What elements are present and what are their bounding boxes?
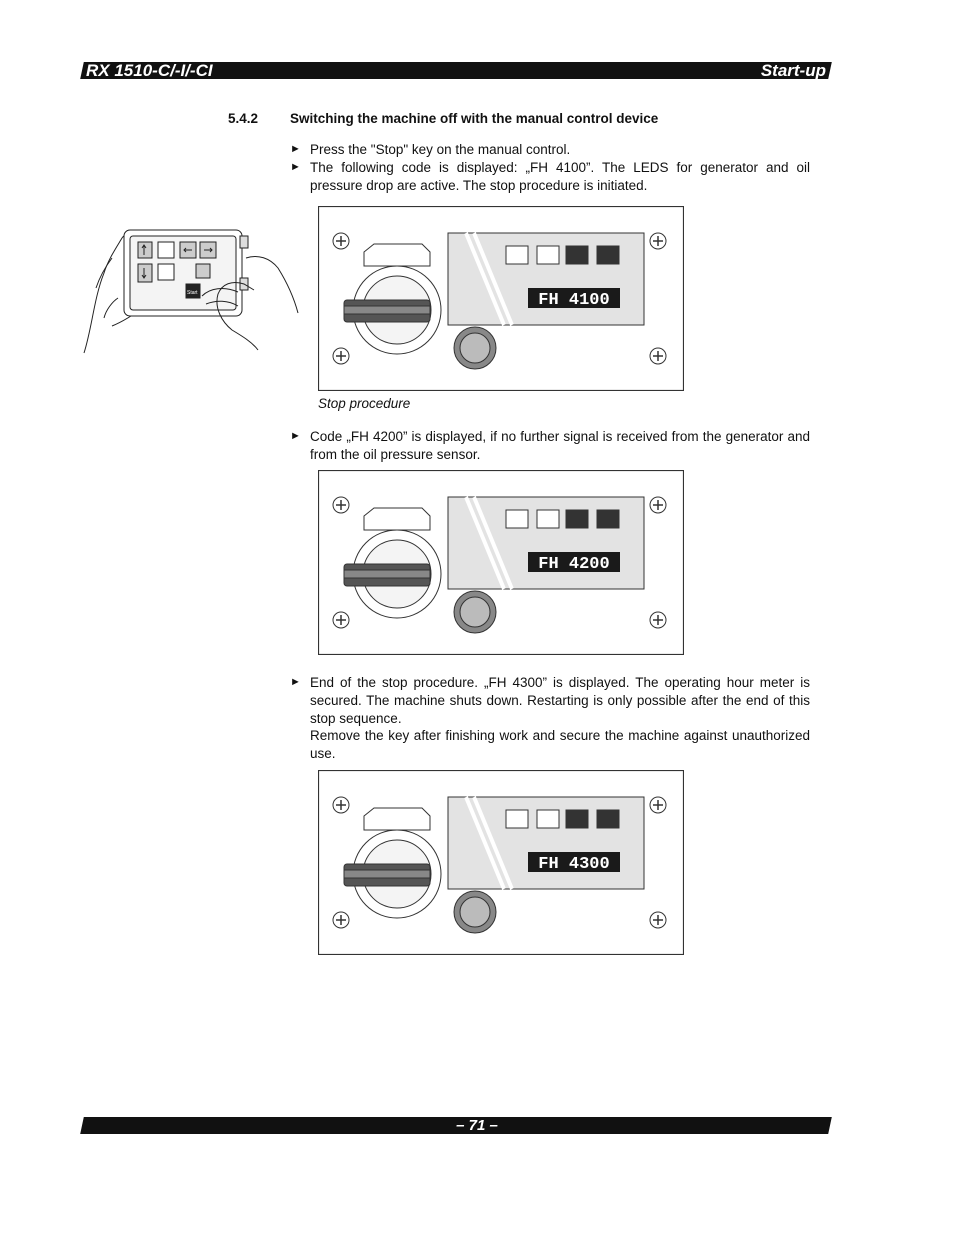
display-readout: FH 4200	[538, 555, 610, 574]
bullet-text: The following code is displayed: „FH 4100”. The LEDS for generator and oil pressure drop are active. The stop procedure is initiated.	[310, 160, 810, 193]
chapter-title: Start-up	[760, 61, 826, 80]
bullet-item	[290, 141, 810, 159]
document-title: RX 1510-C/-I/-CI	[86, 61, 213, 80]
bullet-arrow-icon: ►	[290, 676, 301, 688]
control-panel-figure	[318, 206, 684, 391]
section-number: 5.4.2	[228, 111, 259, 126]
figure-caption: Stop procedure	[318, 396, 411, 411]
bullet-continuation: Remove the key after finishing work and secure the machine against unauthorized use.	[310, 728, 810, 762]
display-readout: FH 4100	[538, 291, 610, 310]
start-key-label: Start	[187, 290, 198, 296]
bullet-text: Code „FH 4200” is displayed, if no further signal is received from the generator and from the oil pressure sensor.	[310, 429, 810, 462]
bullet-text: Press the "Stop" key on the manual control.	[310, 142, 571, 157]
section-heading: Switching the machine off with the manual control device	[290, 111, 659, 126]
bullet-item	[290, 674, 810, 763]
bullet-arrow-icon: ►	[290, 430, 301, 442]
bullet-text: End of the stop procedure. „FH 4300” is displayed. The operating hour meter is secured. The machine shuts down. Restarting is only possible after the end of this stop sequence.	[310, 675, 810, 726]
control-panel-figure	[318, 770, 684, 955]
bullet-item	[290, 428, 810, 464]
page-number: – 71 –	[456, 1117, 498, 1134]
display-readout: FH 4300	[538, 855, 610, 874]
bullet-arrow-icon: ►	[290, 143, 301, 155]
bullet-item	[290, 159, 810, 195]
control-panel-figure	[318, 470, 684, 655]
bullet-arrow-icon: ►	[290, 161, 301, 173]
manual-control-illustration	[82, 218, 300, 370]
